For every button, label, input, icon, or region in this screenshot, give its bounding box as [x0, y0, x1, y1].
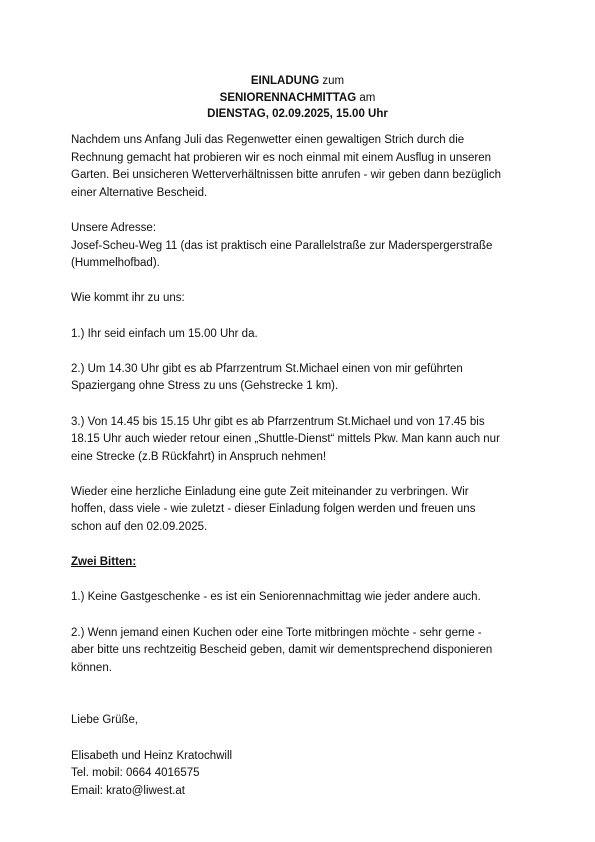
signature-block	[71, 748, 551, 801]
sender-email: Email: krato@liwest.at	[71, 784, 185, 797]
route-option-2: 2.) Um 14.30 Uhr gibt es ab Pfarrzentrum St.Michael einen von mir geführten Spaziergang ohne Stress zu uns (Gehstrecke 1 km).	[71, 362, 463, 393]
heading-event-name: SENIORENNACHMITTAG	[219, 91, 357, 104]
sender-names: Elisabeth und Heinz Kratochwill	[71, 749, 233, 762]
closing-greeting: Liebe Grüße,	[71, 714, 139, 727]
intro-paragraph: Nachdem uns Anfang Juli das Regenwetter einen gewaltigen Strich durch die Rechnung gemacht hat probieren wir es noch einmal mit einem Ausflug in unseren Garten. Bei unsicheren Wetterverhältnissen bitte anrufen - wir geben dann bezüglich einer Alternative Bescheid.	[71, 134, 502, 199]
heading-line-3	[0, 106, 595, 123]
address-paragraph: Unsere Adresse: Josef-Scheu-Weg 11 (das ist praktisch eine Parallelstraße zur Maderspergerstraße (Hummelhofbad).	[71, 220, 551, 273]
wish-paragraph: Wieder eine herzliche Einladung eine gute Zeit miteinander zu verbringen. Wir hoffen, dass viele - wie zuletzt - dieser Einladung folgen werden und freuen uns schon auf den 02.09.2025.	[71, 485, 476, 534]
request-1: 1.) Keine Gastgeschenke - es ist ein Seniorennachmittag wie jeder andere auch.	[71, 591, 481, 604]
letter-body	[71, 132, 551, 818]
heading-line-1: EINLADUNG zum	[250, 75, 345, 87]
heading-date-time: DIENSTAG, 02.09.2025, 15.00 Uhr	[207, 108, 388, 120]
heading-invitation: EINLADUNG	[250, 75, 320, 87]
route-option-3: 3.) Von 14.45 bis 15.15 Uhr gibt es ab Pfarrzentrum St.Michael und von 17.45 bis 18.15 Uhr auch wieder retour einen „Shuttle-Dienst“ mittels Pkw. Man kann auch nur eine Strecke (z.B Rückfahrt) in Anspruch nehmen!	[71, 415, 500, 463]
route-question: Wie kommt ihr zu uns:	[71, 292, 185, 305]
invitation-heading	[0, 73, 595, 123]
request-2: 2.) Wenn jemand einen Kuchen oder eine Torte mitbringen möchte - sehr gerne - aber bitte uns rechtzeitig Bescheid geben, damit wir dementsprechend disponieren können.	[71, 626, 493, 674]
route-option-1: 1.) Ihr seid einfach um 15.00 Uhr da.	[71, 327, 258, 340]
requests-title: Zwei Bitten:	[71, 556, 137, 569]
address-street: Josef-Scheu-Weg 11 (das ist praktisch eine Parallelstraße zur Maderspergerstraße	[71, 239, 493, 252]
heading-line-2: SENIORENNACHMITTAG am	[219, 91, 376, 104]
address-label: Unsere Adresse:	[71, 221, 157, 234]
sender-phone: Tel. mobil: 0664 4016575	[71, 767, 200, 780]
